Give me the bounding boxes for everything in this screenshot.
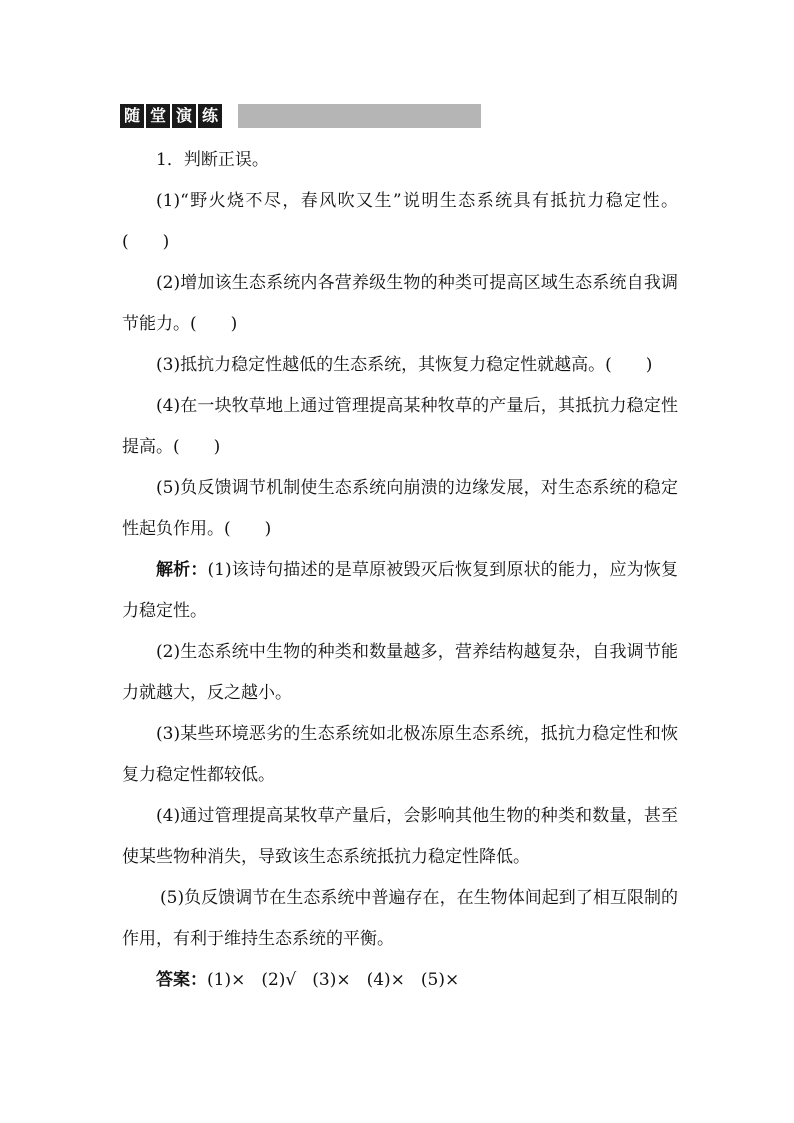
- question-item-4: (4)在一块牧草地上通过管理提高某种牧草的产量后，其抵抗力稳定性提高。( ): [122, 396, 678, 457]
- analysis-label: 解析：: [156, 560, 208, 580]
- answer-value: (4)×: [366, 970, 405, 990]
- answer-value: (3)×: [312, 970, 351, 990]
- answer-value: (2)√: [261, 970, 297, 990]
- answer-value: (1)×: [207, 970, 246, 990]
- analysis-paragraph-4: (4)通过管理提高某牧草产量后，会影响其他生物的种类和数量，甚至使某些物种消失，导致该生态系统抵抗力稳定性降低。: [122, 806, 678, 867]
- analysis-paragraph-1: [122, 550, 678, 632]
- question-item-2: (2)增加该生态系统内各营养级生物的种类可提高区域生态系统自我调节能力。( ): [122, 273, 678, 334]
- analysis-text-1: (1)该诗句描述的是草原被毁灭后恢复到原状的能力，应为恢复力稳定性。: [122, 560, 678, 621]
- banner-char: 练: [202, 106, 219, 125]
- question-item-5: (5)负反馈调节机制使生态系统向崩溃的边缘发展，对生态系统的稳定性起负作用。( ): [122, 478, 678, 539]
- analysis-paragraph-2: (2)生态系统中生物的种类和数量越多，营养结构越复杂，自我调节能力就越大，反之越小。: [122, 642, 678, 703]
- answer-value: (5)×: [420, 970, 460, 990]
- section-title: [120, 104, 222, 128]
- question-item-3: (3)抵抗力稳定性越低的生态系统，其恢复力稳定性就越高。( ): [156, 355, 653, 375]
- answer-line: [122, 960, 678, 1001]
- exercise-content: [122, 140, 678, 1001]
- question-stem: 1．判断正误。: [156, 150, 269, 170]
- analysis-paragraph-3: (3)某些环境恶劣的生态系统如北极冻原生态系统，抵抗力稳定性和恢复力稳定性都较低。: [122, 724, 678, 785]
- banner-char: 堂: [146, 104, 172, 128]
- banner-char: 演: [172, 104, 198, 128]
- analysis-paragraph-5: (5)负反馈调节在生态系统中普遍存在，在生物体间起到了相互限制的作用，有利于维持生态系统的平衡。: [122, 888, 678, 949]
- answer-label: 答案：: [156, 970, 207, 990]
- section-banner: [120, 104, 481, 128]
- banner-bar: [238, 104, 481, 128]
- banner-char: 随: [120, 104, 146, 128]
- question-item-1: (1)“野火烧不尽，春风吹又生”说明生态系统具有抵抗力稳定性。( ): [122, 191, 678, 252]
